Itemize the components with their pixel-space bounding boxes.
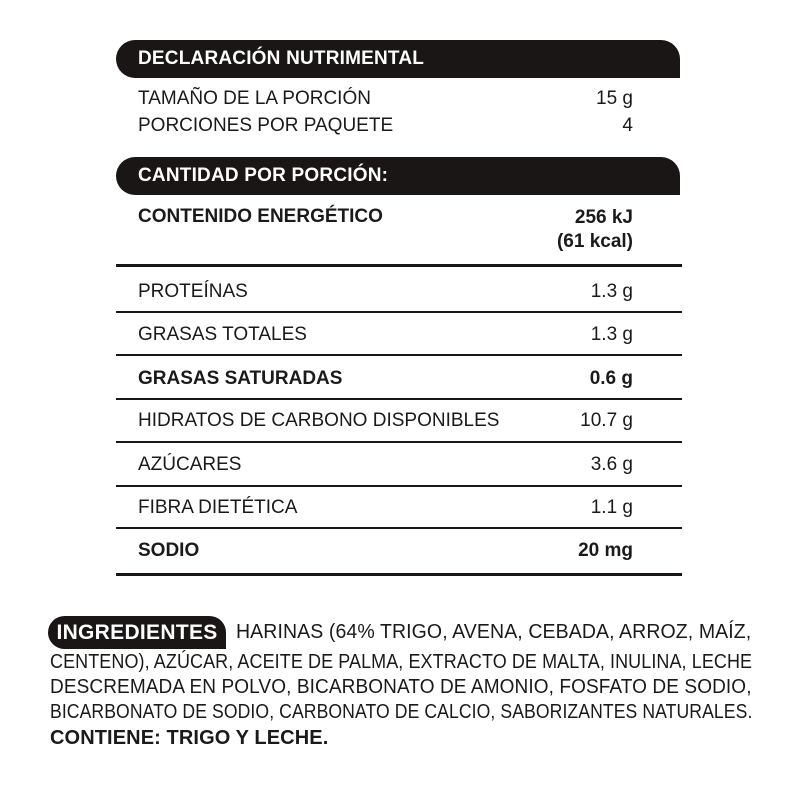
nutrition-facts-header — [116, 40, 680, 78]
nutrient-label: PROTEÍNAS — [138, 281, 248, 302]
energy-values — [557, 206, 633, 254]
nutrient-row — [138, 281, 633, 303]
serving-size-row — [138, 88, 633, 110]
nutrient-label: AZÚCARES — [138, 454, 242, 475]
nutrition-facts-title: DECLARACIÓN NUTRIMENTAL — [138, 48, 425, 69]
nutrient-row — [138, 324, 633, 346]
nutrient-label: GRASAS TOTALES — [138, 324, 307, 345]
nutrient-value: 3.6 g — [590, 454, 633, 475]
nutrient-row — [138, 410, 633, 432]
nutrient-value: 0.6 g — [589, 368, 633, 389]
energy-kcal: (61 kcal) — [556, 231, 633, 252]
nutrient-row — [138, 497, 633, 519]
allergen-statement: CONTIENE: TRIGO Y LECHE. — [50, 727, 329, 749]
nutrient-label: GRASAS SATURADAS — [138, 368, 343, 389]
serving-size-label: TAMAÑO DE LA PORCIÓN — [138, 88, 371, 109]
nutrient-value: 1.3 g — [590, 324, 633, 345]
energy-kj: 256 kJ — [574, 207, 633, 228]
amount-per-serving-header — [116, 157, 680, 195]
row-divider — [116, 527, 682, 529]
ingredients-line: DESCREMADA EN POLVO, BICARBONATO DE AMONIO, FOSFATO DE SODIO, — [50, 676, 752, 698]
ingredients-line: HARINAS (64% TRIGO, AVENA, CEBADA, ARROZ, MAÍZ, — [236, 621, 752, 643]
row-divider — [116, 354, 682, 356]
nutrient-value: 10.7 g — [580, 410, 633, 431]
ingredients-badge-label: INGREDIENTES — [56, 621, 218, 644]
nutrient-row — [138, 368, 633, 390]
servings-per-package-row — [138, 115, 633, 137]
energy-divider — [116, 264, 682, 267]
amount-per-serving-title: CANTIDAD POR PORCIÓN: — [138, 165, 389, 186]
row-divider — [116, 441, 682, 443]
servings-per-package-label: PORCIONES POR PAQUETE — [138, 115, 394, 136]
nutrient-row — [138, 454, 633, 476]
nutrient-value: 1.3 g — [590, 281, 633, 302]
nutrient-row — [138, 540, 633, 562]
nutrient-label: SODIO — [138, 540, 200, 561]
nutrient-label: FIBRA DIETÉTICA — [138, 497, 298, 518]
ingredients-line: BICARBONATO DE SODIO, CARBONATO DE CALCIO, SABORIZANTES NATURALES. — [50, 701, 753, 723]
nutrient-value: 20 mg — [578, 540, 633, 561]
row-divider — [116, 398, 682, 400]
energy-label: CONTENIDO ENERGÉTICO — [138, 206, 383, 227]
ingredients-badge — [48, 616, 226, 649]
servings-per-package-value: 4 — [622, 115, 633, 136]
energy-row — [138, 206, 633, 254]
row-divider — [116, 311, 682, 313]
ingredients-line: CENTENO), AZÚCAR, ACEITE DE PALMA, EXTRACTO DE MALTA, INULINA, LECHE — [50, 651, 753, 673]
nutrient-label: HIDRATOS DE CARBONO DISPONIBLES — [138, 410, 500, 431]
table-bottom-rule — [116, 573, 682, 576]
nutrient-value: 1.1 g — [590, 497, 633, 518]
row-divider — [116, 485, 682, 487]
serving-size-value: 15 g — [596, 88, 633, 109]
